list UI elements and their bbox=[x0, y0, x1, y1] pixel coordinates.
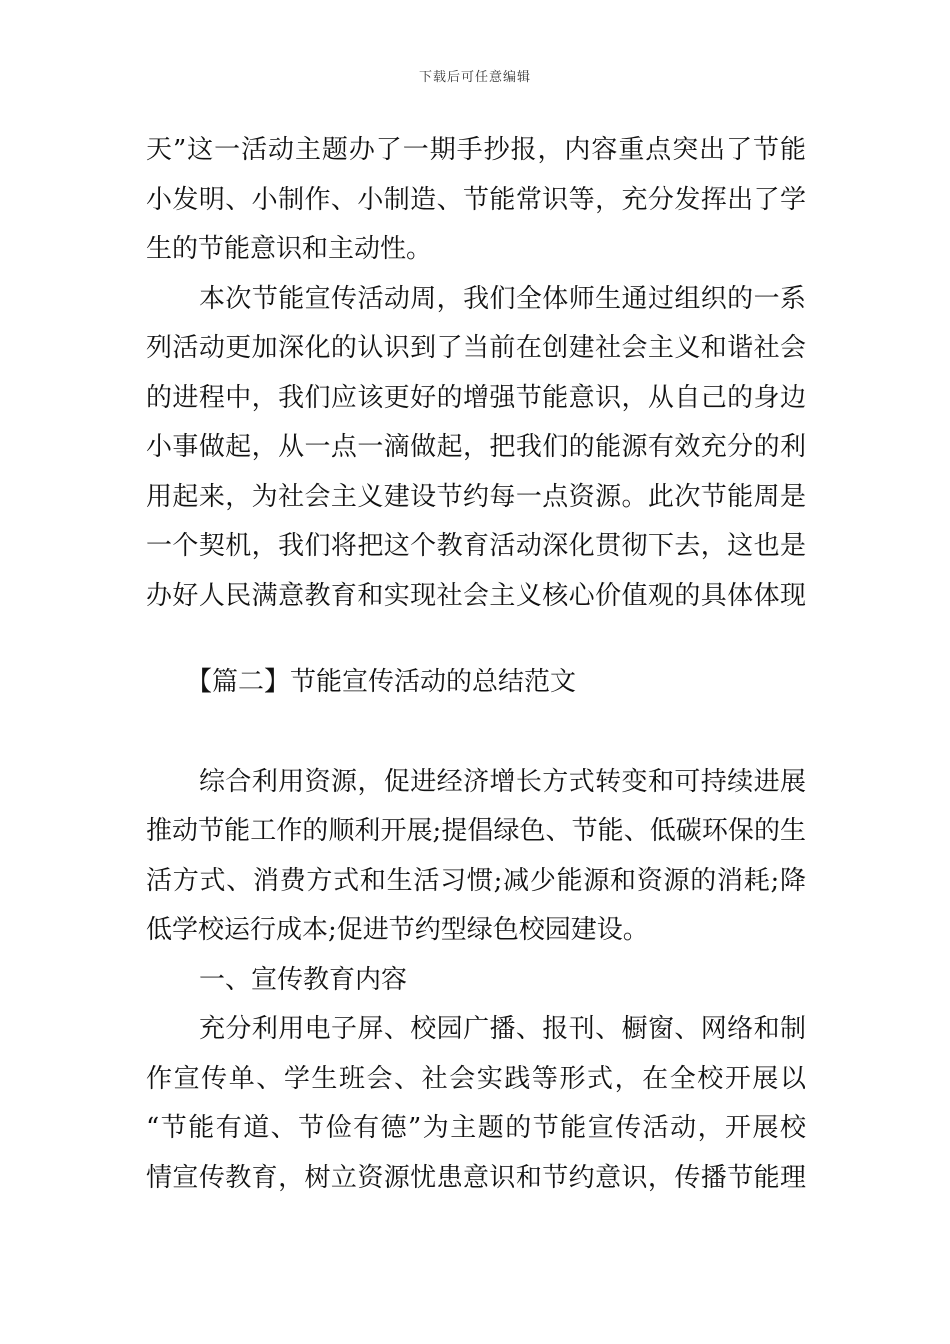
text-line: 活方式、消费方式和生活习惯;减少能源和资源的消耗;降 bbox=[146, 865, 806, 896]
paragraph-2 bbox=[146, 275, 806, 622]
subheading: 一、宣传教育内容 bbox=[199, 964, 408, 995]
document-body bbox=[146, 126, 806, 1203]
text-line: 情宣传教育，树立资源忧患意识和节约意识，传播节能理 bbox=[146, 1162, 806, 1193]
text-line: 推动节能工作的顺利开展;提倡绿色、节能、低碳环保的生 bbox=[146, 816, 806, 846]
text-line: 列活动更加深化的认识到了当前在创建社会主义和谐社会 bbox=[146, 333, 806, 363]
text-line: 低学校运行成本;促进节约型绿色校园建设。 bbox=[146, 915, 649, 945]
text-line: 本次节能宣传活动周，我们全体师生通过组织的一系 bbox=[199, 283, 806, 314]
paragraph-4 bbox=[146, 1005, 806, 1203]
spacer bbox=[146, 621, 806, 658]
text-line: 小事做起，从一点一滴做起，把我们的能源有效充分的利 bbox=[146, 432, 806, 462]
text-line: 充分利用电子屏、校园广播、报刊、橱窗、网络和制 bbox=[199, 1014, 806, 1044]
text-line: 作宣传单、学生班会、社会实践等形式，在全校开展以 bbox=[146, 1063, 806, 1094]
paragraph-3 bbox=[146, 758, 806, 956]
text-line: 小发明、小制作、小制造、节能常识等，充分发挥出了学 bbox=[146, 184, 806, 215]
text-line: 生的节能意识和主动性。 bbox=[146, 234, 433, 264]
text-line: 办好人民满意教育和实现社会主义核心价值观的具体体现 bbox=[146, 580, 806, 611]
spacer bbox=[146, 708, 806, 758]
text-line: 用起来，为社会主义建设节约每一点资源。此次节能周是 bbox=[146, 481, 806, 512]
text-line: 的进程中，我们应该更好的增强节能意识，从自己的身边 bbox=[146, 382, 806, 413]
section-heading: 【篇二】节能宣传活动的总结范文 bbox=[186, 667, 577, 697]
header-note: 下载后可任意编辑 bbox=[418, 70, 531, 85]
paragraph-1 bbox=[146, 126, 806, 275]
text-line: 一个契机，我们将把这个教育活动深化贯彻下去，这也是 bbox=[146, 531, 806, 561]
text-line: 天”这一活动主题办了一期手抄报，内容重点突出了节能 bbox=[146, 135, 806, 165]
text-line: 综合利用资源，促进经济增长方式转变和可持续进展 bbox=[199, 766, 806, 797]
text-line: “节能有道、节俭有德”为主题的节能宣传活动，开展校 bbox=[146, 1113, 806, 1143]
